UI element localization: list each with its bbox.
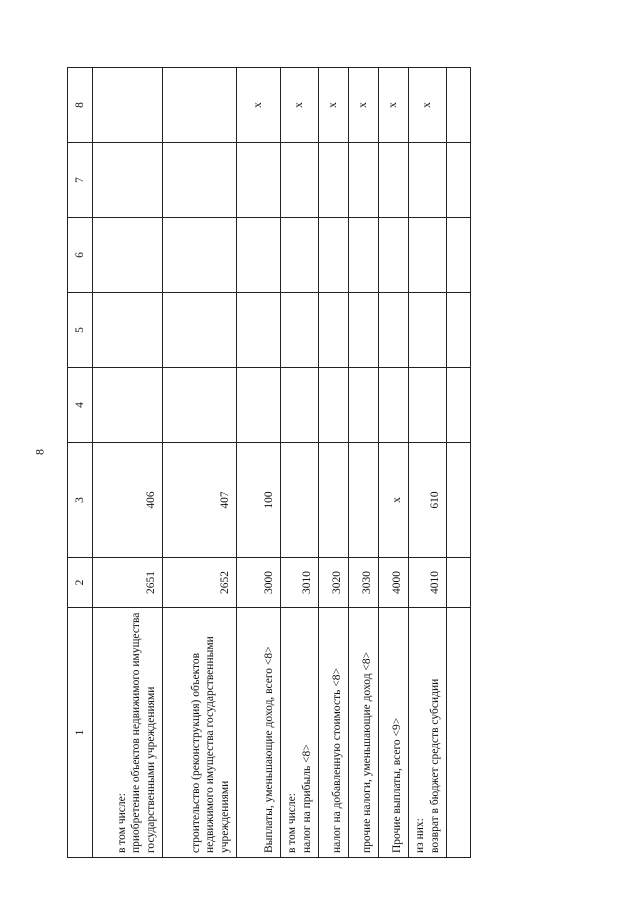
cell-col-5 bbox=[93, 293, 163, 368]
header-col-8: 8 bbox=[68, 68, 93, 143]
row-code: 3020 bbox=[319, 558, 349, 608]
row-description: Выплаты, уменьшающие доход, всего <8> bbox=[237, 608, 281, 858]
row-kosgu-code: 100 bbox=[237, 443, 281, 558]
row-description: из них: возврат в бюджет средств субсидии bbox=[409, 608, 447, 858]
header-col-7: 7 bbox=[68, 143, 93, 218]
row-code: 4000 bbox=[379, 558, 409, 608]
row-code bbox=[447, 558, 471, 608]
cell-col-8 bbox=[93, 68, 163, 143]
row-kosgu-code bbox=[281, 443, 319, 558]
cell-col-8: x bbox=[237, 68, 281, 143]
header-col-6: 6 bbox=[68, 218, 93, 293]
cell-col-5 bbox=[409, 293, 447, 368]
cell-col-4 bbox=[379, 368, 409, 443]
cell-col-7 bbox=[409, 143, 447, 218]
row-description: налог на добавленную стоимость <8> bbox=[319, 608, 349, 858]
cell-col-5 bbox=[163, 293, 237, 368]
row-code: 3030 bbox=[349, 558, 379, 608]
header-row bbox=[68, 68, 93, 858]
cell-col-7 bbox=[163, 143, 237, 218]
cell-col-4 bbox=[281, 368, 319, 443]
cell-col-6 bbox=[281, 218, 319, 293]
cell-col-7 bbox=[281, 143, 319, 218]
header-col-3: 3 bbox=[68, 443, 93, 558]
row-kosgu-code bbox=[319, 443, 349, 558]
row-description: в том числе: приобретение объектов недвижимого имущества государственными учреждениями bbox=[93, 608, 163, 858]
header-col-1: 1 bbox=[68, 608, 93, 858]
cell-col-5 bbox=[349, 293, 379, 368]
table-row bbox=[281, 68, 319, 858]
cell-col-6 bbox=[409, 218, 447, 293]
row-description: в том числе: налог на прибыль <8> bbox=[281, 608, 319, 858]
cell-col-7 bbox=[349, 143, 379, 218]
row-code: 2651 bbox=[93, 558, 163, 608]
cell-col-4 bbox=[349, 368, 379, 443]
cell-col-8: x bbox=[379, 68, 409, 143]
table-row bbox=[163, 68, 237, 858]
cell-col-4 bbox=[447, 368, 471, 443]
row-description: строительство (реконструкция) объектов недвижимого имущества государственными учреждениями bbox=[163, 608, 237, 858]
cell-col-5 bbox=[281, 293, 319, 368]
row-kosgu-code bbox=[447, 443, 471, 558]
table-row bbox=[319, 68, 349, 858]
cell-col-6 bbox=[447, 218, 471, 293]
header-col-2: 2 bbox=[68, 558, 93, 608]
cell-col-4 bbox=[409, 368, 447, 443]
cell-col-6 bbox=[349, 218, 379, 293]
cell-col-5 bbox=[319, 293, 349, 368]
page-number: 8 bbox=[32, 449, 47, 455]
cell-col-4 bbox=[93, 368, 163, 443]
cell-col-8: x bbox=[409, 68, 447, 143]
row-code: 3010 bbox=[281, 558, 319, 608]
cell-col-7 bbox=[237, 143, 281, 218]
row-description bbox=[447, 608, 471, 858]
cell-col-8: x bbox=[319, 68, 349, 143]
cell-col-6 bbox=[93, 218, 163, 293]
data-table bbox=[67, 67, 471, 858]
table-row bbox=[237, 68, 281, 858]
header-col-5: 5 bbox=[68, 293, 93, 368]
cell-col-5 bbox=[379, 293, 409, 368]
table-row bbox=[379, 68, 409, 858]
table-row bbox=[349, 68, 379, 858]
table-row bbox=[447, 68, 471, 858]
cell-col-4 bbox=[163, 368, 237, 443]
cell-col-5 bbox=[447, 293, 471, 368]
cell-col-8 bbox=[447, 68, 471, 143]
cell-col-8: x bbox=[349, 68, 379, 143]
cell-col-5 bbox=[237, 293, 281, 368]
table-row bbox=[93, 68, 163, 858]
row-code: 2652 bbox=[163, 558, 237, 608]
row-kosgu-code bbox=[349, 443, 379, 558]
table-body bbox=[93, 68, 471, 858]
cell-col-7 bbox=[319, 143, 349, 218]
cell-col-4 bbox=[319, 368, 349, 443]
rotated-table-container bbox=[67, 68, 445, 858]
cell-col-6 bbox=[237, 218, 281, 293]
cell-col-6 bbox=[379, 218, 409, 293]
cell-col-4 bbox=[237, 368, 281, 443]
row-kosgu-code: x bbox=[379, 443, 409, 558]
cell-col-7 bbox=[447, 143, 471, 218]
cell-col-7 bbox=[93, 143, 163, 218]
row-description: Прочие выплаты, всего <9> bbox=[379, 608, 409, 858]
row-kosgu-code: 406 bbox=[93, 443, 163, 558]
cell-col-8 bbox=[163, 68, 237, 143]
table-row bbox=[409, 68, 447, 858]
header-col-4: 4 bbox=[68, 368, 93, 443]
cell-col-8: x bbox=[281, 68, 319, 143]
cell-col-6 bbox=[319, 218, 349, 293]
row-code: 4010 bbox=[409, 558, 447, 608]
row-code: 3000 bbox=[237, 558, 281, 608]
cell-col-7 bbox=[379, 143, 409, 218]
cell-col-6 bbox=[163, 218, 237, 293]
row-description: прочие налоги, уменьшающие доход <8> bbox=[349, 608, 379, 858]
row-kosgu-code: 407 bbox=[163, 443, 237, 558]
row-kosgu-code: 610 bbox=[409, 443, 447, 558]
